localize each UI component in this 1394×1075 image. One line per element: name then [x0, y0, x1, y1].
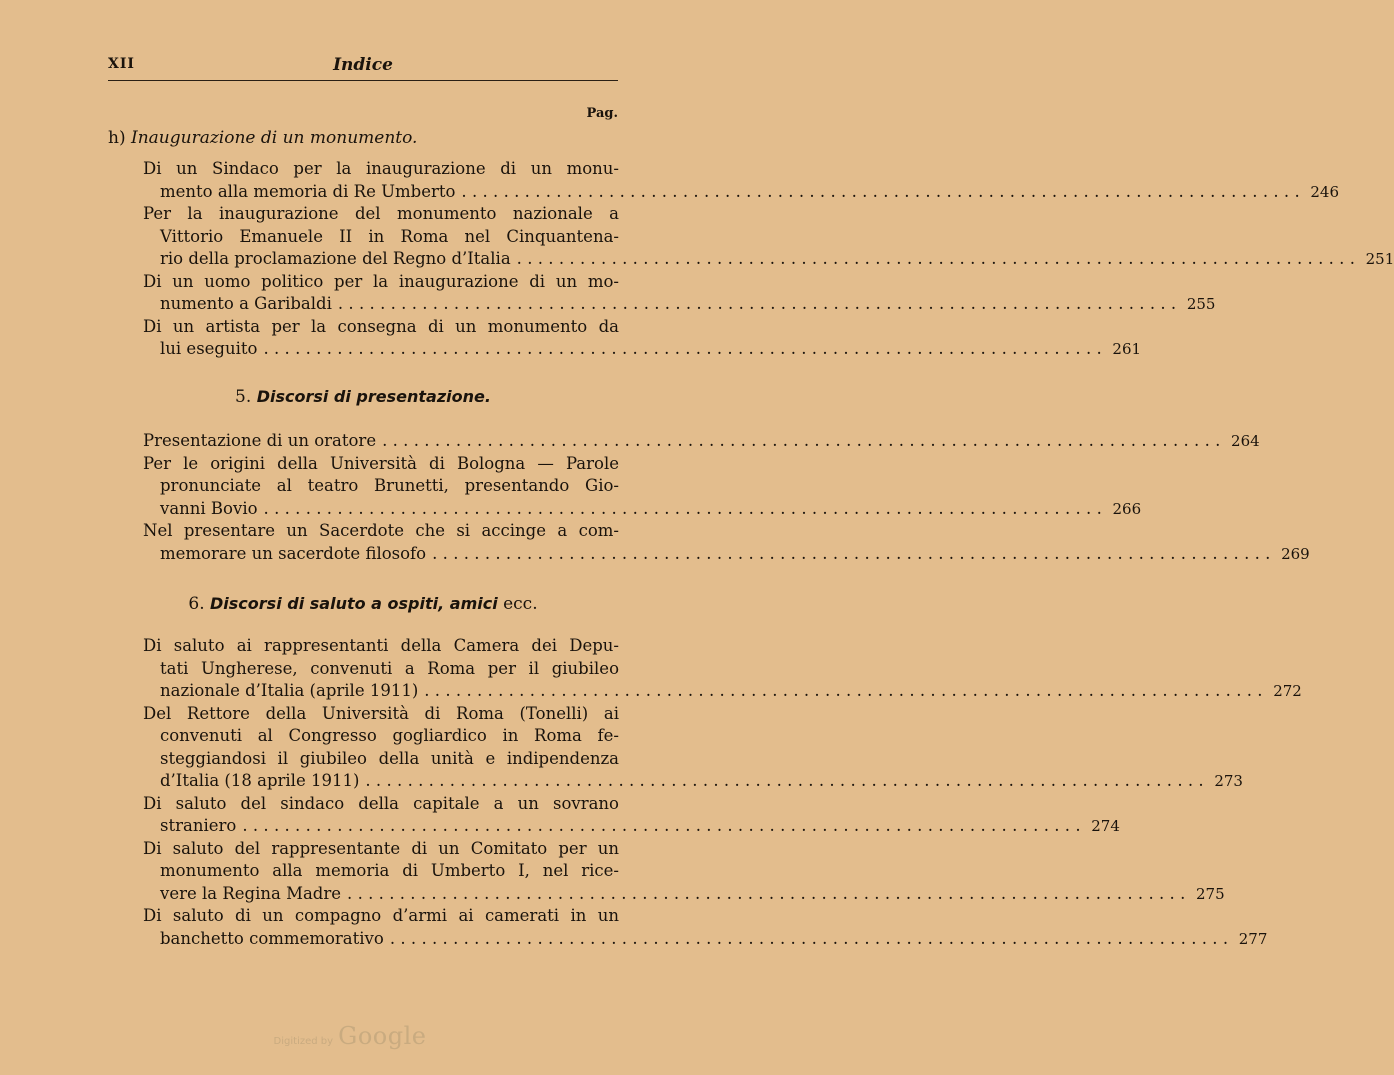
toc-entry-line	[143, 203, 619, 226]
toc-entry-last-line	[143, 498, 1142, 521]
toc-entry	[143, 793, 1120, 838]
toc-entry-text: Di saluto di un compagno d’armi ai camerati in un	[143, 906, 619, 925]
toc-entry-text: Vittorio Emanuele II in Roma nel Cinquantena-	[160, 226, 619, 246]
toc-entry-last-line	[143, 338, 1142, 361]
toc-entry-line	[143, 658, 619, 681]
toc-entry-last-line	[143, 181, 1339, 204]
toc-entry-text: Di un uomo politico per la inaugurazione di un mo-	[143, 271, 619, 291]
subsection-heading	[108, 128, 417, 148]
toc-entry-last-line	[143, 248, 1394, 271]
toc-entry-text: lui eseguito	[160, 339, 258, 358]
toc-entry	[143, 635, 1302, 703]
section-heading-6	[108, 594, 618, 614]
running-title: Indice	[333, 55, 393, 75]
toc-entry-last-line	[143, 928, 1268, 951]
dot-leader: ................................................................................	[365, 771, 1209, 790]
toc-page-number: 266	[1112, 499, 1142, 518]
toc-entry-line	[143, 158, 619, 181]
dot-leader: ................................................................................	[263, 498, 1108, 518]
toc-group-monumento	[143, 158, 1394, 361]
toc-page-number: 261	[1112, 340, 1142, 358]
toc-entry-line	[143, 838, 619, 861]
toc-entry-line	[143, 520, 619, 543]
section-number: 5.	[235, 387, 252, 407]
toc-entry-line	[143, 635, 619, 658]
toc-entry-line	[143, 793, 619, 816]
toc-page-number: 246	[1310, 182, 1339, 201]
toc-page-number: 277	[1238, 929, 1268, 948]
toc-page-number: 251	[1365, 250, 1394, 268]
pag-column-label: Pag.	[586, 106, 618, 121]
toc-page-number: 255	[1186, 295, 1216, 313]
dot-leader: ................................................................................	[461, 181, 1305, 201]
toc-entry-text: Di saluto ai rappresentanti della Camera dei Depu-	[143, 636, 619, 655]
toc-entry-text: d’Italia (18 aprile 1911)	[160, 771, 360, 790]
toc-entry-text: banchetto commemorativo	[160, 928, 384, 948]
toc-entry-text: Di un artista per la consegna di un monumento da	[143, 316, 619, 336]
toc-entry	[143, 905, 1268, 950]
google-logo: Google	[338, 1022, 427, 1050]
dot-leader: ................................................................................	[432, 543, 1276, 563]
dot-leader: ................................................................................	[242, 816, 1086, 835]
toc-entry	[143, 520, 1310, 565]
section-title: Discorsi di presentazione.	[256, 387, 491, 406]
toc-entry-line	[143, 271, 619, 294]
toc-entry	[143, 838, 1225, 906]
dot-leader: ................................................................................	[263, 339, 1108, 358]
toc-entry-text: straniero	[160, 816, 237, 835]
toc-entry-text: Per le origini della Università di Bologna — Parole	[143, 453, 619, 473]
toc-entry-line	[143, 725, 619, 748]
toc-entry-line	[143, 905, 619, 928]
toc-entry-text: tati Ungherese, convenuti a Roma per il giubileo	[160, 658, 619, 678]
toc-entry-line	[143, 475, 619, 498]
toc-entry-text: Per la inaugurazione del monumento nazionale a	[143, 204, 619, 223]
toc-entry-last-line	[143, 770, 1243, 793]
toc-entry	[143, 430, 1260, 453]
toc-entry-last-line	[143, 543, 1310, 566]
toc-entry	[143, 703, 1243, 793]
toc-entry-text: numento a Garibaldi	[160, 294, 332, 313]
toc-page-number: 274	[1091, 817, 1120, 835]
toc-page-number: 264	[1231, 432, 1260, 450]
digitized-by-text: Digitized by	[273, 1036, 334, 1047]
toc-entry-last-line	[143, 883, 1225, 906]
toc-entry-text: steggiandosi il giubileo della unità e indipendenza	[160, 748, 619, 768]
section-title-suffix: ecc.	[503, 594, 538, 614]
toc-entry-line	[143, 453, 619, 476]
section-heading-5	[108, 387, 618, 407]
toc-entry-text: vanni Bovio	[160, 498, 258, 518]
digitization-watermark	[0, 1022, 700, 1050]
subsection-title: Inaugurazione di un monumento.	[131, 128, 418, 148]
toc-entry-last-line	[143, 430, 1260, 453]
toc-entry-last-line	[143, 680, 1302, 703]
toc-page-number: 272	[1273, 682, 1302, 700]
toc-group-saluto	[143, 635, 1302, 950]
toc-entry	[143, 158, 1339, 203]
toc-entry	[143, 203, 1394, 271]
toc-entry-line	[143, 748, 619, 771]
dot-leader: ................................................................................	[424, 681, 1268, 700]
header-rule	[108, 80, 618, 81]
toc-entry-line	[143, 860, 619, 883]
running-head	[108, 56, 618, 78]
toc-entry-text: mento alla memoria di Re Umberto	[160, 181, 456, 201]
dot-leader: ................................................................................	[382, 431, 1226, 450]
toc-entry-text: nazionale d’Italia (aprile 1911)	[160, 681, 419, 700]
toc-page-number: 273	[1214, 772, 1243, 790]
toc-entry-text: Di saluto del sindaco della capitale a un sovrano	[143, 793, 619, 813]
toc-entry-text: monumento alla memoria di Umberto I, nel rice-	[160, 861, 619, 880]
dot-leader: ................................................................................	[516, 249, 1361, 268]
toc-entry-text: Presentazione di un oratore	[143, 431, 377, 450]
toc-group-presentazione	[143, 430, 1310, 565]
toc-entry-text: pronunciate al teatro Brunetti, presentando Gio-	[160, 476, 619, 495]
toc-entry-line	[143, 316, 619, 339]
dot-leader: ................................................................................	[347, 883, 1191, 903]
toc-entry-text: convenuti al Congresso gogliardico in Roma fe-	[160, 726, 619, 745]
toc-page-number: 275	[1195, 884, 1225, 903]
toc-entry-last-line	[143, 293, 1216, 316]
toc-entry-text: Di un Sindaco per la inaugurazione di un monu-	[143, 159, 619, 178]
toc-entry-text: Nel presentare un Sacerdote che si accinge a com-	[143, 521, 619, 540]
toc-entry	[143, 316, 1142, 361]
dot-leader: ................................................................................	[337, 294, 1182, 313]
subsection-letter: h)	[108, 128, 126, 148]
toc-entry	[143, 271, 1216, 316]
page-number: XII	[108, 56, 135, 72]
toc-entry-line	[143, 703, 619, 726]
toc-entry-line	[143, 226, 619, 249]
toc-entry	[143, 453, 1142, 521]
section-number: 6.	[188, 594, 205, 614]
toc-entry-text: rio della proclamazione del Regno d’Italia	[160, 249, 511, 268]
toc-entry-text: Di saluto del rappresentante di un Comitato per un	[143, 838, 619, 858]
dot-leader: ................................................................................	[389, 928, 1234, 948]
toc-entry-last-line	[143, 815, 1120, 838]
toc-entry-text: memorare un sacerdote filosofo	[160, 543, 427, 563]
toc-page-number: 269	[1281, 544, 1310, 563]
section-title: Discorsi di saluto a ospiti, amici	[210, 594, 498, 613]
toc-entry-text: Del Rettore della Università di Roma (Tonelli) ai	[143, 703, 619, 723]
toc-entry-text: vere la Regina Madre	[160, 883, 342, 903]
